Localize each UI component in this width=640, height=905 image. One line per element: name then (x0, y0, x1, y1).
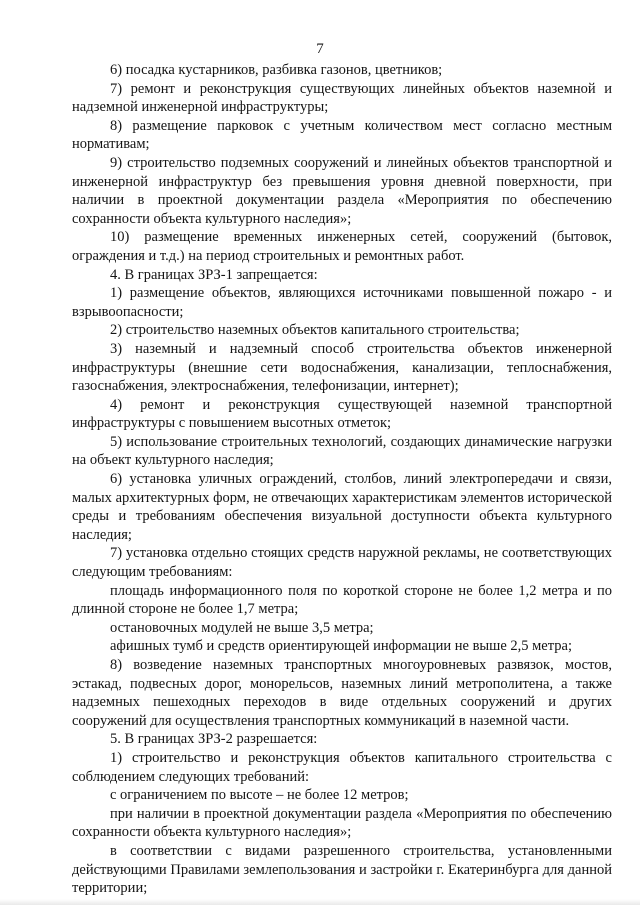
list-item-9-underground-construction: 9) строительство подземных сооружений и линейных объектов транспортной и инженерной инфраструктур без превышения уровня дневной поверхности, при наличии в проектной документации раздела «Мероприятия по обеспечению сохранности объекта культурного наследия»; (72, 154, 612, 227)
scan-bottom-edge (0, 899, 640, 905)
list-item-8-parking: 8) размещение парковок с учетным количеством мест согласно местным нормативам; (72, 117, 612, 153)
requirement-poster-height: афишных тумб и средств ориентирующей информации не выше 2,5 метра; (110, 638, 572, 655)
prohibited-item-8: 8) возведение наземных транспортных многоуровневых развязок, мостов, эстакад, подвесных дорог, монорельсов, наземных линий метрополитена, а также надземных пешеходных переходов в виде отдельных сооружений и других сооружений для осуществления транспортных коммуникаций в наземной части. (72, 657, 612, 729)
prohibited-item-2: 2) строительство наземных объектов капитального строительства; (110, 322, 520, 339)
list-item-7-linear-objects-repair: 7) ремонт и реконструкция существующих линейных объектов наземной и надземной инженерной инфраструктуры; (72, 80, 612, 116)
section-5-heading: 5. В границах ЗРЗ-2 разрешается: (110, 731, 318, 748)
page-number: 7 (316, 41, 324, 57)
prohibited-item-1: 1) размещение объектов, являющихся источниками повышенной пожаро - и взрывоопасности; (72, 285, 612, 320)
list-item-10-temporary-networks: 10) размещение временных инженерных сетей, сооружений (бытовок, ограждения и т.д.) на период строительных и ремонтных работ. (72, 229, 612, 264)
prohibited-item-3: 3) наземный и надземный способ строительства объектов инженерной инфраструктуры (внешние сети водоснабжения, канализации, теплоснабжения, газоснабжения, электроснабжения, телефонизации, интернет); (72, 340, 612, 395)
prohibited-item-7: 7) установка отдельно стоящих средств наружной рекламы, не соответствующих следующим требованиям: (72, 545, 612, 581)
requirement-info-field-size: площадь информационного поля по короткой стороне не более 1,2 метра и по длинной стороне не более 1,7 метра; (72, 582, 612, 618)
document-body (72, 61, 612, 898)
requirement-height-limit: с ограничением по высоте – не более 12 метров; (110, 787, 409, 804)
prohibited-item-5: 5) использование строительных технологий, создающих динамические нагрузки на объект культурного наследия; (72, 433, 612, 469)
list-item-6-shrubs: 6) посадка кустарников, разбивка газонов, цветников; (110, 62, 443, 78)
prohibited-item-6: 6) установка уличных ограждений, столбов, линий электропередачи и связи, малых архитектурных форм, не отвечающих характеристикам элементов исторической среды и требованиям обеспечения визуальной доступности объекта культурного наследия; (72, 471, 612, 543)
prohibited-item-4: 4) ремонт и реконструкция существующей наземной транспортной инфраструктуры с повышением высотных отметок; (72, 396, 612, 432)
requirement-zoning-rules: в соответствии с видами разрешенного строительства, установленными действующими Правилами землепользования и застройки г. Екатеринбурга для данной территории; (72, 842, 612, 897)
requirement-project-documentation: при наличии в проектной документации раздела «Мероприятия по обеспечению сохранности объекта культурного наследия»; (72, 805, 612, 841)
section-4-heading: 4. В границах ЗРЗ-1 запрещается: (110, 266, 318, 283)
permitted-item-1: 1) строительство и реконструкция объектов капитального строительства с соблюдением следующих требований: (72, 749, 612, 785)
requirement-bus-stop-height: остановочных модулей не выше 3,5 метра; (110, 619, 374, 636)
